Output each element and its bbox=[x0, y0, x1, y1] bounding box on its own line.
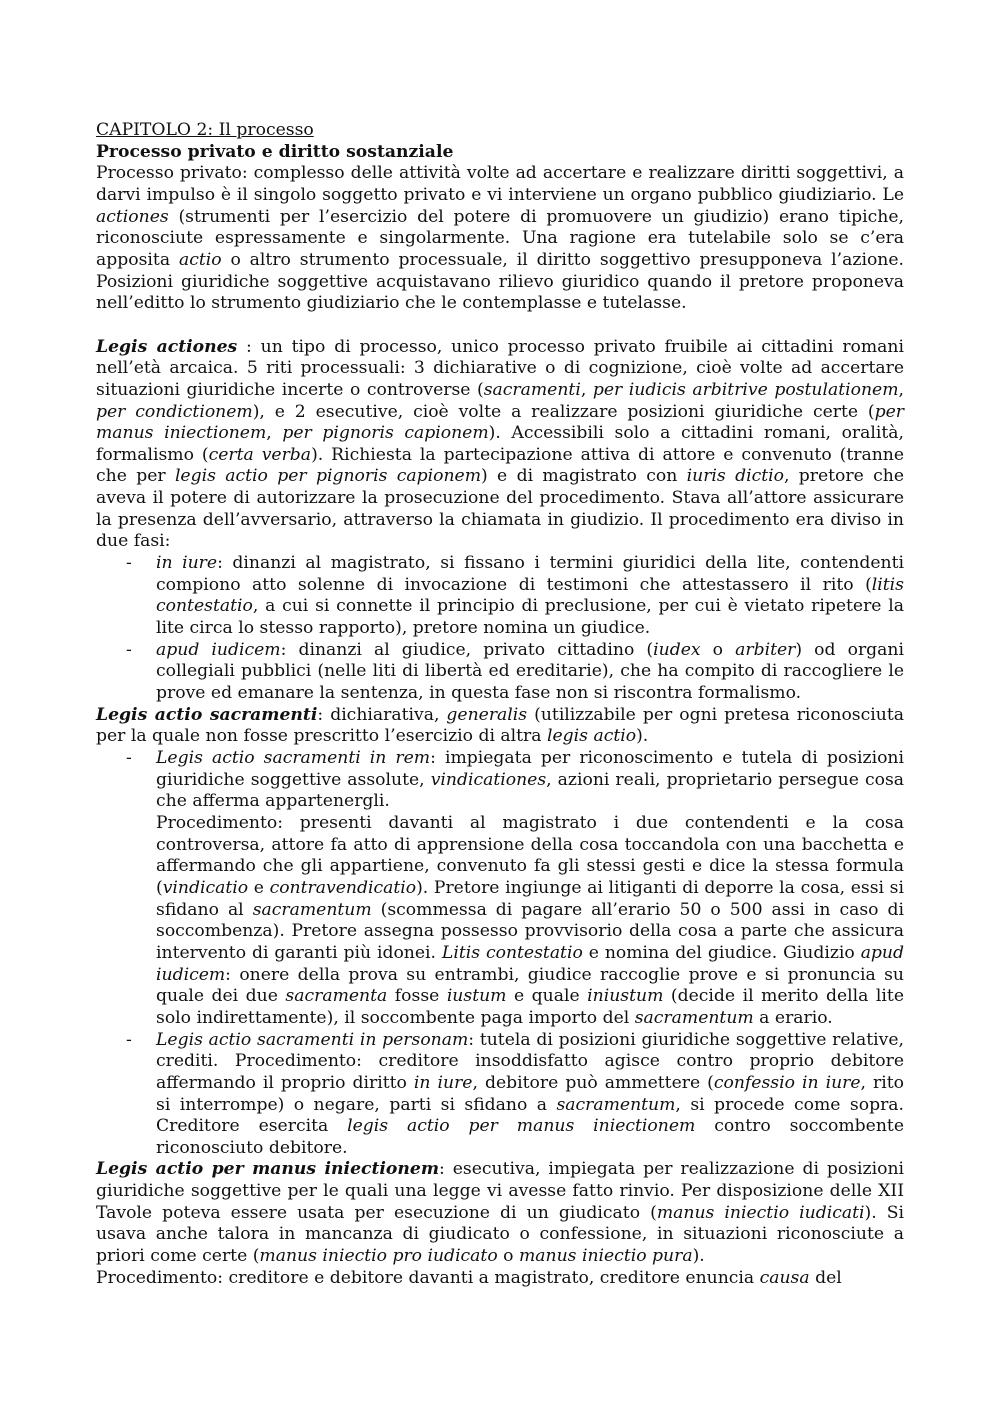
blank-line bbox=[96, 315, 904, 337]
text-run: e quale bbox=[506, 986, 588, 1007]
text-run: , pretore che aveva il potere di autorizzare la prosecuzione del procedimento. Stava all’attore assicurare la presenza dell’avversario, attraverso la chiamata in giudizio. Il procedimento era diviso in due fasi: bbox=[96, 466, 904, 552]
italic-term: certa verba bbox=[208, 444, 312, 465]
text-run: , si procede come sopra. Creditore esercita bbox=[156, 1094, 904, 1137]
section-title-text: Processo privato e diritto sostanziale bbox=[96, 141, 454, 162]
text-run: (scommessa di pagare all’erario 50 o 500 assi in caso di soccombenza). Pretore assegna possesso provvisorio della cosa a parte che assicura intervento di garanti più idonei. bbox=[156, 899, 905, 963]
text-run: , azioni reali, proprietario persegue cosa che afferma appartenergli. bbox=[156, 769, 905, 812]
text-run: ) od organi collegiali pubblici (nelle liti di libertà ed ereditarie), che ha compito di raccogliere le prove ed emanare la sentenza, in questa fase non si riscontra formalismo. bbox=[156, 639, 904, 704]
italic-term: manus iniectio pura bbox=[518, 1246, 693, 1267]
text-run: ) e di magistrato con bbox=[481, 466, 687, 487]
text-run: Processo privato: complesso delle attività volte ad accertare e realizzare diritti soggettivi, a darvi impulso è il singolo soggetto privato e vi interviene un organo pubblico giudiziario. Le bbox=[96, 163, 904, 205]
italic-term: in iure bbox=[413, 1072, 473, 1093]
italic-term: Litis contestatio bbox=[441, 942, 583, 963]
italic-term: litis contestatio bbox=[156, 574, 904, 617]
italic-term: in iure bbox=[156, 553, 218, 574]
text-run: ). Si usava anche talora in mancanza di giudicato o confessione, in situazioni riconosciute a priori come certe ( bbox=[96, 1202, 905, 1267]
text-run: fosse bbox=[387, 986, 447, 1007]
text-run: del bbox=[809, 1267, 842, 1288]
text-run: (utilizzabile per ogni pretesa riconosciuta per la quale non fosse prescritto l’esercizio di altra bbox=[96, 704, 904, 747]
paragraph-processo-privato bbox=[96, 163, 904, 315]
italic-term: sacramenti bbox=[483, 379, 581, 400]
phase-list bbox=[96, 553, 904, 705]
text-run: : esecutiva, impiegata per realizzazione di posizioni giuridiche soggettive per le quali una legge vi avesse fatto rinvio. Per disposizione delle XII Tavole poteva essere usata per esecuzione di un giudicato ( bbox=[96, 1159, 905, 1223]
italic-term: sacramenta bbox=[285, 986, 388, 1007]
bold-italic-heading: Legis actio per manus iniectionem bbox=[96, 1159, 440, 1180]
italic-term: iudex bbox=[653, 639, 701, 660]
italic-term: causa bbox=[759, 1267, 810, 1288]
text-run: : dinanzi al giudice, privato cittadino ( bbox=[280, 639, 654, 660]
text-run: e nomina del giudice. Giudizio bbox=[582, 942, 861, 963]
italic-term: Legis actio sacramenti in personam bbox=[156, 1029, 469, 1050]
text-run: , bbox=[898, 379, 904, 400]
text-run: contro soccombente riconosciuto debitore. bbox=[156, 1116, 904, 1158]
text-run: o bbox=[497, 1246, 519, 1267]
paragraph-legis-actio-sacramenti bbox=[96, 705, 904, 748]
italic-term: manus iniectio iudicati bbox=[656, 1202, 865, 1223]
italic-term: legis actio per manus iniectionem bbox=[347, 1116, 696, 1137]
text-run: : dinanzi al magistrato, si fissano i termini giuridici della lite, contendenti compiono atto solenne di invocazione di testimoni che attestassero il rito ( bbox=[156, 553, 904, 595]
sacramenti-list bbox=[96, 748, 904, 1159]
list-item-in-personam bbox=[96, 1030, 904, 1160]
list-item-text bbox=[156, 748, 904, 813]
text-run: , bbox=[266, 423, 283, 444]
chapter-title-text: CAPITOLO 2: Il processo bbox=[96, 120, 314, 140]
document-page bbox=[96, 120, 904, 1289]
paragraph-legis-actiones bbox=[96, 337, 904, 554]
italic-term: arbiter bbox=[735, 639, 796, 660]
text-run: ). Pretore ingiunge ai litiganti di deporre la cosa, essi si sfidano al bbox=[156, 877, 904, 920]
italic-term: actio bbox=[178, 249, 222, 270]
italic-term: contravendicatio bbox=[269, 877, 417, 898]
text-run: , a cui si connette il principio di preclusione, per cui è vietato ripetere la lite circa lo stesso rapporto), pretore nomina un giudice. bbox=[156, 596, 904, 639]
italic-term: per pignoris capionem bbox=[282, 423, 489, 444]
italic-term: iniustum bbox=[587, 986, 664, 1007]
list-item-procedimento bbox=[156, 813, 904, 1030]
italic-term: apud iudicem bbox=[156, 942, 905, 985]
section-title bbox=[96, 142, 904, 164]
list-item-text bbox=[156, 553, 904, 640]
text-run: ). Richiesta la partecipazione attiva di attore e convenuto (tranne che per bbox=[96, 444, 904, 487]
text-run: ). bbox=[692, 1246, 705, 1267]
list-item-in-rem bbox=[96, 748, 904, 1030]
text-run: ). Accessibili solo a cittadini romani, oralità, formalismo ( bbox=[96, 423, 904, 465]
text-run: : dichiarativa, bbox=[317, 704, 447, 725]
text-run: (strumenti per l’esercizio del potere di promuovere un giudizio) erano tipiche, riconosciute espressamente e singolarmente. Una ragione era tutelabile solo se c’era apposita bbox=[96, 206, 904, 270]
italic-term: sacramentum bbox=[634, 1007, 754, 1028]
paragraph-manus-iniectionem bbox=[96, 1159, 904, 1267]
italic-term: sacramentum bbox=[252, 899, 372, 920]
italic-term: iuris dictio bbox=[686, 466, 784, 487]
bullet-dash: - bbox=[126, 748, 132, 769]
bullet-dash: - bbox=[126, 639, 132, 660]
bullet-dash: - bbox=[126, 1029, 132, 1050]
italic-term: apud iudicem bbox=[156, 639, 281, 660]
text-run: : tutela di posizioni giuridiche soggettive relative, crediti. Procedimento: creditore insoddisfatto agisce contro proprio debitore affermando il proprio diritto bbox=[156, 1029, 904, 1093]
chapter-title bbox=[96, 120, 904, 142]
text-run: , bbox=[580, 379, 593, 400]
italic-term: legis actio per pignoris capionem bbox=[174, 466, 482, 487]
text-run: Procedimento: creditore e debitore davanti a magistrato, creditore enuncia bbox=[96, 1267, 760, 1288]
bullet-dash: - bbox=[126, 553, 132, 574]
italic-term: sacramentum bbox=[556, 1094, 676, 1115]
italic-term: iustum bbox=[446, 986, 507, 1007]
text-run: : un tipo di processo, unico processo privato fruibile ai cittadini romani nell’età arcaica. 5 riti processuali: 3 dichiarative o di cognizione, cioè volte ad accertare situazioni giuridiche incerte o controverse ( bbox=[96, 336, 904, 400]
text-run: ), e 2 esecutive, cioè volte a realizzare posizioni giuridiche certe ( bbox=[252, 401, 875, 422]
italic-term: actiones bbox=[96, 206, 169, 227]
italic-term: vindicatio bbox=[162, 877, 249, 898]
italic-term: manus iniectio pro iudicato bbox=[259, 1246, 498, 1267]
text-run: , debitore può ammettere ( bbox=[472, 1072, 714, 1093]
text-run: o bbox=[700, 639, 736, 660]
bold-italic-heading: Legis actiones bbox=[96, 336, 238, 357]
text-run: : impiegata per riconoscimento e tutela di posizioni giuridiche soggettive assolute, bbox=[156, 748, 904, 790]
paragraph-procedimento bbox=[96, 1268, 904, 1290]
italic-term: per condictionem bbox=[96, 401, 253, 422]
list-item-text bbox=[156, 1030, 904, 1160]
italic-term: generalis bbox=[446, 704, 528, 725]
text-run: o altro strumento processuale, il diritto soggettivo presupponeva l’azione. Posizioni giuridiche soggettive acquistavano rilievo giuridico quando il pretore proponeva nell’editto lo strumento giudiziario che le contemplasse e tutelasse. bbox=[96, 249, 904, 314]
text-run: , rito si interrompe) o negare, parti si sfidano a bbox=[156, 1072, 904, 1115]
italic-term: legis actio bbox=[547, 726, 637, 747]
list-item-text bbox=[156, 640, 904, 705]
italic-term: vindicationes bbox=[430, 769, 547, 790]
text-run: (decide il merito della lite solo indirettamente), il soccombente paga importo del bbox=[156, 986, 904, 1028]
text-run: : onere della prova su entrambi, giudice raccoglie prove e si pronuncia su quale dei due bbox=[156, 964, 904, 1007]
list-item-apud-iudicem bbox=[96, 640, 904, 705]
text-run: a erario. bbox=[753, 1007, 833, 1028]
text-run: Procedimento: presenti davanti al magistrato i due contendenti e la cosa controversa, attore fa atto di apprensione della cosa toccandola con una bacchetta e affermando che gli appartiene, convenuto fa gli stessi gesti e dice la stessa formula ( bbox=[156, 812, 904, 898]
italic-term: per iudicis arbitrive postulationem bbox=[592, 379, 899, 400]
text-run: e bbox=[248, 877, 270, 898]
list-item-in-iure bbox=[96, 553, 904, 640]
italic-term: confessio in iure bbox=[713, 1072, 861, 1093]
text-run: ). bbox=[636, 726, 649, 747]
italic-term: per manus iniectionem bbox=[96, 401, 904, 444]
italic-term: Legis actio sacramenti in rem bbox=[156, 748, 431, 769]
bold-italic-heading: Legis actio sacramenti bbox=[96, 704, 318, 725]
